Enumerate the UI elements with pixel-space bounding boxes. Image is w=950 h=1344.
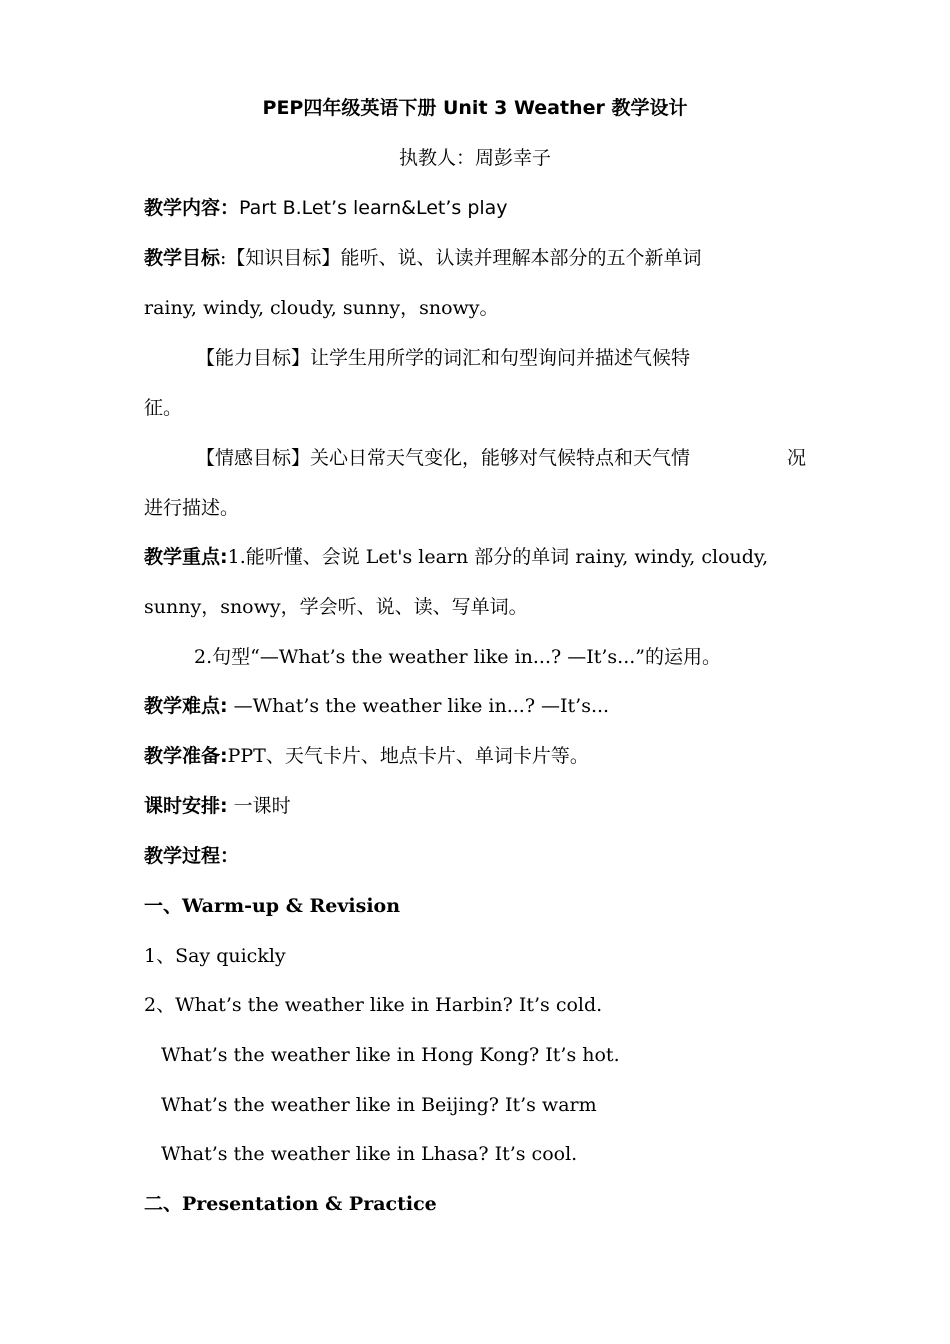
step-weather-q4: What’s the weather like in Lhasa? It’s cool.: [161, 1143, 578, 1165]
ability-tag: 【能力目标】: [196, 347, 311, 369]
difficulty-label: 教学难点:: [144, 695, 228, 717]
key-points-line: [144, 543, 768, 571]
section-presentation-heading: 二、Presentation & Practice: [144, 1193, 437, 1215]
teaching-content-label: 教学内容：: [144, 197, 240, 219]
emotion-tag: 【情感目标】: [196, 447, 311, 469]
schedule-value: 一课时: [227, 795, 291, 817]
preparation-label: 教学准备:: [144, 745, 228, 767]
teaching-content: [144, 194, 508, 222]
key-points-label: 教学重点:: [144, 546, 228, 568]
schedule-label: 课时安排:: [144, 795, 228, 817]
ability-text-cont: 征。: [144, 397, 183, 419]
knowledge-tag: 【知识目标】: [226, 247, 341, 269]
knowledge-text: 能听、说、认读并理解本部分的五个新单词: [340, 247, 702, 269]
preparation-value: PPT、天气卡片、地点卡片、单词卡片等。: [227, 745, 589, 767]
step-weather-q1: 2、What’s the weather like in Harbin? It’s cold.: [144, 994, 603, 1016]
section-warmup-heading: 一、Warm-up & Revision: [144, 895, 401, 917]
preparation-line: [144, 742, 589, 770]
difficulty-line: [144, 692, 609, 720]
emotion-text: 关心日常天气变化，能够对气候特点和天气情: [310, 447, 691, 469]
step-say-quickly: 1、Say quickly: [144, 945, 286, 967]
knowledge-words: rainy, windy, cloudy, sunny，snowy。: [144, 297, 499, 319]
difficulty-value: —What’s the weather like in...? —It’s...: [227, 695, 610, 717]
author-line: 执教人：周彭幸子: [398, 147, 551, 169]
teaching-content-value: Part B.Let’s learn&Let’s play: [239, 197, 508, 219]
step-weather-q3: What’s the weather like in Beijing? It’s warm: [161, 1094, 597, 1116]
emotion-line: [196, 444, 806, 472]
emotion-text-end: 况: [786, 447, 806, 469]
step-weather-q2: What’s the weather like in Hong Kong? It’s hot.: [161, 1044, 620, 1066]
key-points-item-1: 1.能听懂、会说 Let's learn 部分的单词 rainy, windy, cloudy,: [227, 546, 769, 568]
ability-line: [196, 344, 690, 372]
objectives-sep: :: [220, 247, 227, 269]
objectives-label: 教学目标: [144, 247, 221, 269]
process-label: 教学过程：: [144, 845, 240, 867]
key-points-item-1-cont: sunny，snowy，学会听、说、读、写单词。: [144, 596, 528, 618]
schedule-line: [144, 792, 291, 820]
objectives-line: [144, 244, 701, 272]
emotion-text-cont: 进行描述。: [144, 497, 240, 519]
key-points-item-2: 2.句型“—What’s the weather like in...? —It’s...”的运用。: [194, 646, 721, 668]
ability-text: 让学生用所学的词汇和句型询问并描述气候特: [310, 347, 691, 369]
document-title: PEP四年级英语下册 Unit 3 Weather 教学设计: [262, 97, 688, 119]
